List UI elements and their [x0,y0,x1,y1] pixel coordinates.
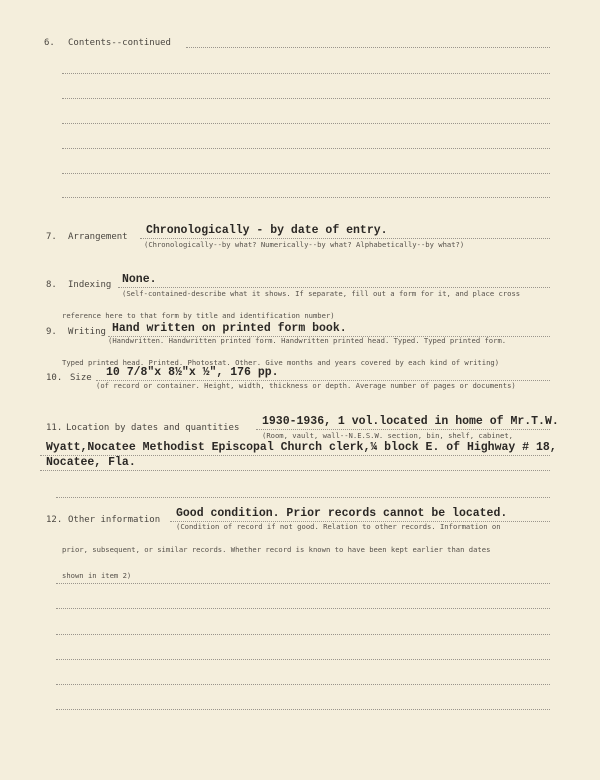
writing-label: Writing [68,327,106,337]
other-line-5 [56,659,550,660]
contents-line-7 [62,197,550,198]
location-line-1 [256,429,550,430]
location-value-2: Wyatt,Nocatee Methodist Episcopal Church clerk,¼ block E. of Highway # 18, [46,441,557,454]
contents-line-1 [186,47,550,48]
arrangement-number: 7. [46,232,57,242]
other-hint-3: shown in item 2) [62,571,132,580]
other-line-7 [56,709,550,710]
location-number: 11. [46,423,63,433]
writing-hint-1: (Handwritten. Handwritten printed form. Handwritten printed head. Typed. Typed printed form. [108,336,507,345]
location-line-4 [56,497,550,498]
size-label: Size [70,373,92,383]
indexing-hint-2: reference here to that form by title and identification number) [62,311,335,320]
arrangement-hint: (Chronologically--by what? Numerically--by what? Alphabetically--by what?) [144,240,465,249]
arrangement-line [140,238,550,239]
location-label: Location by dates and quantities [66,423,240,433]
other-line-2 [56,583,550,584]
contents-line-2 [62,73,550,74]
other-value: Good condition. Prior records cannot be located. [176,507,508,520]
contents-number: 6. [44,38,55,48]
location-hint: (Room, vault, wall--N.E.S.W. section, bin, shelf, cabinet, [262,431,513,440]
writing-value: Hand written on printed form book. [112,322,347,335]
writing-hint-2: Typed printed head. Printed. Photostat. Other. Give months and years covered by each kind of writing) [62,358,500,367]
contents-line-5 [62,148,550,149]
location-value-1: 1930-1936, 1 vol.located in home of Mr.T.W. [262,415,559,428]
contents-line-3 [62,98,550,99]
location-line-3 [40,470,550,471]
other-number: 12. [46,515,63,525]
location-value-3: Nocatee, Fla. [46,456,136,469]
indexing-line [118,287,550,288]
other-line-4 [56,634,550,635]
indexing-hint-1: (Self-contained-describe what it shows. If separate, fill out a form for it, and place cross [122,289,521,298]
indexing-number: 8. [46,280,57,290]
indexing-value: None. [122,273,157,286]
other-line-3 [56,608,550,609]
contents-label: Contents--continued [68,38,171,48]
indexing-label: Indexing [68,280,112,290]
other-label: Other information [68,515,161,525]
other-hint-1: (Condition of record if not good. Relation to other records. Information on [176,522,501,531]
size-number: 10. [46,373,63,383]
contents-line-4 [62,123,550,124]
writing-number: 9. [46,327,57,337]
size-hint: (of record or container. Height, width, thickness or depth. Average number of pages or documents) [96,381,516,390]
contents-line-6 [62,173,550,174]
arrangement-label: Arrangement [68,232,128,242]
other-hint-2: prior, subsequent, or similar records. Whether record is known to have been kept earlier than dates [62,545,491,554]
arrangement-value: Chronologically - by date of entry. [146,224,388,237]
other-line-6 [56,684,550,685]
size-value: 10 7/8"x 8½"x ½", 176 pp. [106,366,279,379]
